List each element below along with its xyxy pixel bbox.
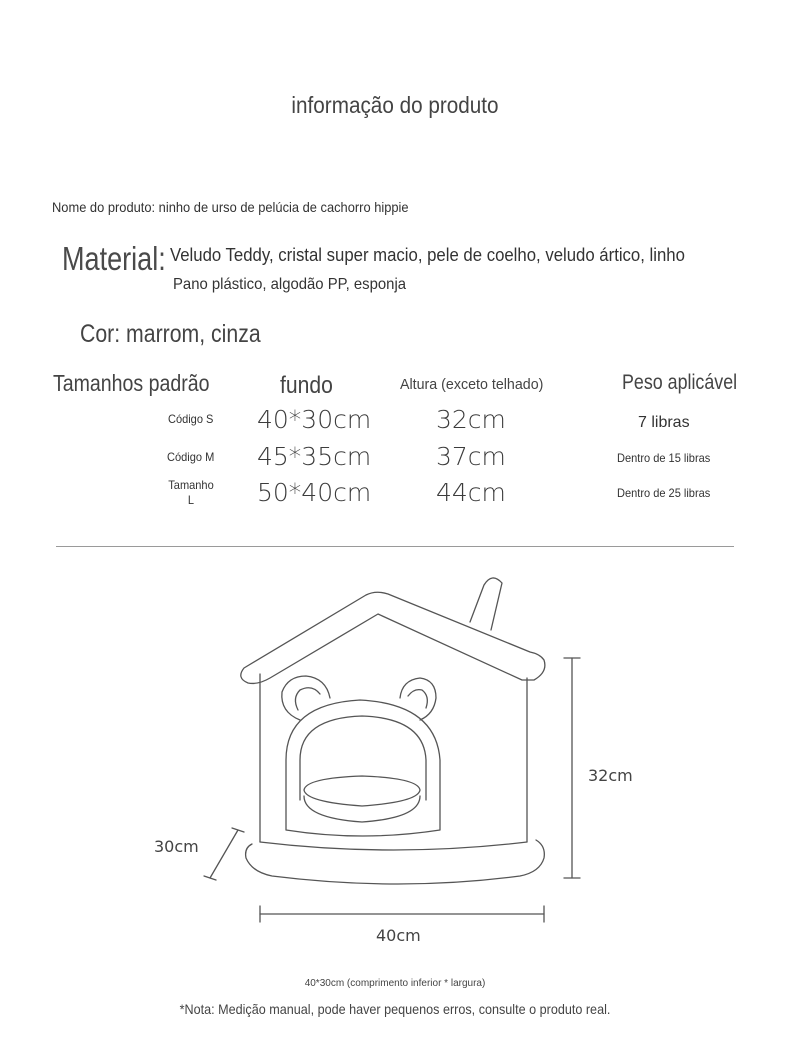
- door-arch-outer: [286, 700, 440, 836]
- pet-house-diagram: [0, 560, 790, 960]
- weight-l: Dentro de 25 libras: [617, 486, 711, 500]
- size-code-l: [168, 478, 214, 507]
- section-divider: [56, 546, 734, 547]
- door-arch-inner: [300, 716, 426, 800]
- house-base: [246, 840, 545, 884]
- left-ear-inner: [295, 688, 320, 710]
- depth-dimension-line: [210, 830, 238, 878]
- page-title: informação do produto: [291, 92, 499, 118]
- material-label: Material:: [62, 240, 166, 277]
- header-standard-sizes: Tamanhos padrão: [53, 370, 210, 396]
- bottom-s: 40*30cm: [257, 405, 372, 434]
- bottom-l: 50*40cm: [257, 478, 372, 507]
- header-height: Altura (exceto telhado): [400, 376, 544, 393]
- header-bottom: fundo: [280, 372, 333, 399]
- header-weight: Peso aplicável: [622, 371, 738, 394]
- height-s: 32cm: [436, 405, 506, 434]
- color-info: Cor: marrom, cinza: [80, 320, 261, 348]
- bottom-m: 45*35cm: [257, 442, 372, 471]
- material-line-1: Veludo Teddy, cristal super macio, pele de coelho, veludo ártico, linho: [170, 245, 685, 265]
- weight-s: 7 libras: [638, 414, 690, 431]
- width-label: 40cm: [376, 926, 421, 945]
- size-code-m: Código M: [167, 450, 215, 464]
- height-m: 37cm: [436, 442, 506, 471]
- size-code-l-line1: Tamanho: [168, 478, 214, 492]
- left-ear: [282, 676, 330, 720]
- height-l: 44cm: [436, 478, 506, 507]
- size-code-s: Código S: [167, 412, 214, 426]
- depth-label: 30cm: [154, 837, 199, 856]
- diagram-caption: 40*30cm (comprimento inferior * largura): [304, 978, 486, 989]
- size-code-l-line2: L: [187, 493, 195, 507]
- right-ear: [400, 678, 436, 720]
- product-name: Nome do produto: ninho de urso de pelúcia de cachorro hippie: [52, 199, 409, 215]
- right-ear-inner: [408, 690, 427, 708]
- material-line-2: Pano plástico, algodão PP, esponja: [173, 276, 407, 293]
- weight-m: Dentro de 15 libras: [617, 451, 711, 465]
- base-top-edge: [260, 842, 527, 850]
- measurement-note: *Nota: Medição manual, pode haver pequenos erros, consulte o produto real.: [179, 1001, 611, 1017]
- height-label: 32cm: [588, 766, 633, 785]
- chimney: [470, 578, 502, 630]
- cushion: [304, 776, 420, 806]
- roof: [241, 592, 545, 683]
